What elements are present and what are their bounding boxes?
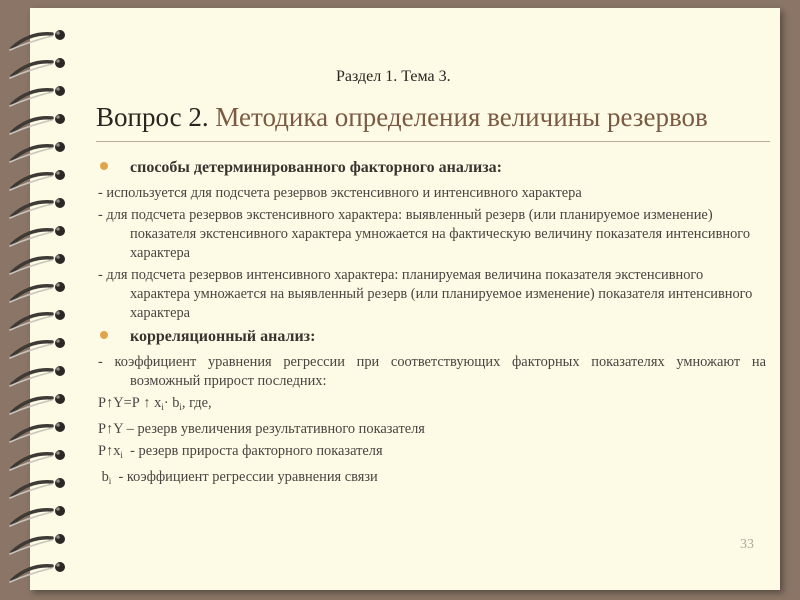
binding-ring (10, 86, 65, 106)
bullet-label: способы детерминированного факторного анализа: (130, 159, 502, 176)
binding-ring (10, 142, 65, 162)
bullet-dot-icon (100, 162, 108, 170)
binding-ring (10, 58, 65, 78)
binding-ring (10, 170, 65, 190)
formula-text: Р↑x (98, 443, 121, 459)
binding-ring (10, 282, 65, 302)
formula-line (98, 468, 766, 491)
binding-ring (10, 366, 65, 386)
binding-ring (10, 478, 65, 498)
binding-ring (10, 506, 65, 526)
paragraph: - для подсчета резервов интенсивного характера: планируемая величина показателя экстенсивного характера умножается на выявленный резерв (или планируемое изменение) показателя интенсивного характера (98, 267, 753, 321)
binding-ring (10, 338, 65, 358)
formula-line (98, 442, 766, 465)
binding-ring (10, 254, 65, 274)
formula-line (98, 394, 766, 417)
binding-ring (10, 114, 65, 134)
spiral-binding (0, 0, 80, 600)
formula-text: b (98, 469, 109, 485)
paragraph: - для подсчета резервов экстенсивного характера: выявленный резерв (или планируемое изменение) показателя экстенсивного характера умножается на фактическую величину показателя интенсивного характера (98, 207, 751, 261)
bullet-deterministic (98, 158, 766, 178)
title-main: Методика определения величины резервов (215, 102, 708, 132)
title-divider (96, 141, 770, 142)
bullet-label: корреляционный анализ: (130, 328, 316, 345)
formula-text: - резерв прироста факторного показателя (122, 443, 383, 459)
binding-ring (10, 562, 65, 582)
formula-text: Р↑Y=Р ↑ x (98, 395, 162, 411)
binding-ring (10, 534, 65, 554)
formula-text: , где, (181, 395, 212, 411)
paragraph: - коэффициент уравнения регрессии при соответствующих факторных показателях умножают на возможный прирост последних: (98, 354, 766, 389)
binding-ring (10, 30, 65, 50)
formula-subscript: i (161, 402, 164, 412)
binding-ring (10, 198, 65, 218)
binding-ring (10, 394, 65, 414)
formula-subscript: i (108, 476, 112, 486)
slide-title (96, 102, 708, 133)
slide-content (98, 158, 766, 494)
title-prefix: Вопрос 2. (96, 102, 209, 132)
binding-ring (10, 450, 65, 470)
bullet-dot-icon (100, 331, 108, 339)
formula-text: Р↑Y – резерв увеличения результативного показателя (98, 421, 425, 437)
paragraph: - используется для подсчета резервов экстенсивного и интенсивного характера (98, 185, 582, 201)
page-number: 33 (740, 537, 754, 552)
binding-ring (10, 226, 65, 246)
formula-text: - коэффициент регрессии уравнения связи (111, 469, 378, 485)
section-label: Раздел 1. Тема 3. (336, 68, 451, 85)
bullet-correlation (98, 327, 766, 347)
formula-line (98, 420, 766, 439)
binding-ring (10, 422, 65, 442)
formula-subscript: i (179, 402, 182, 412)
formula-text: · b (163, 395, 180, 411)
formula-subscript: i (120, 450, 123, 460)
binding-ring (10, 310, 65, 330)
